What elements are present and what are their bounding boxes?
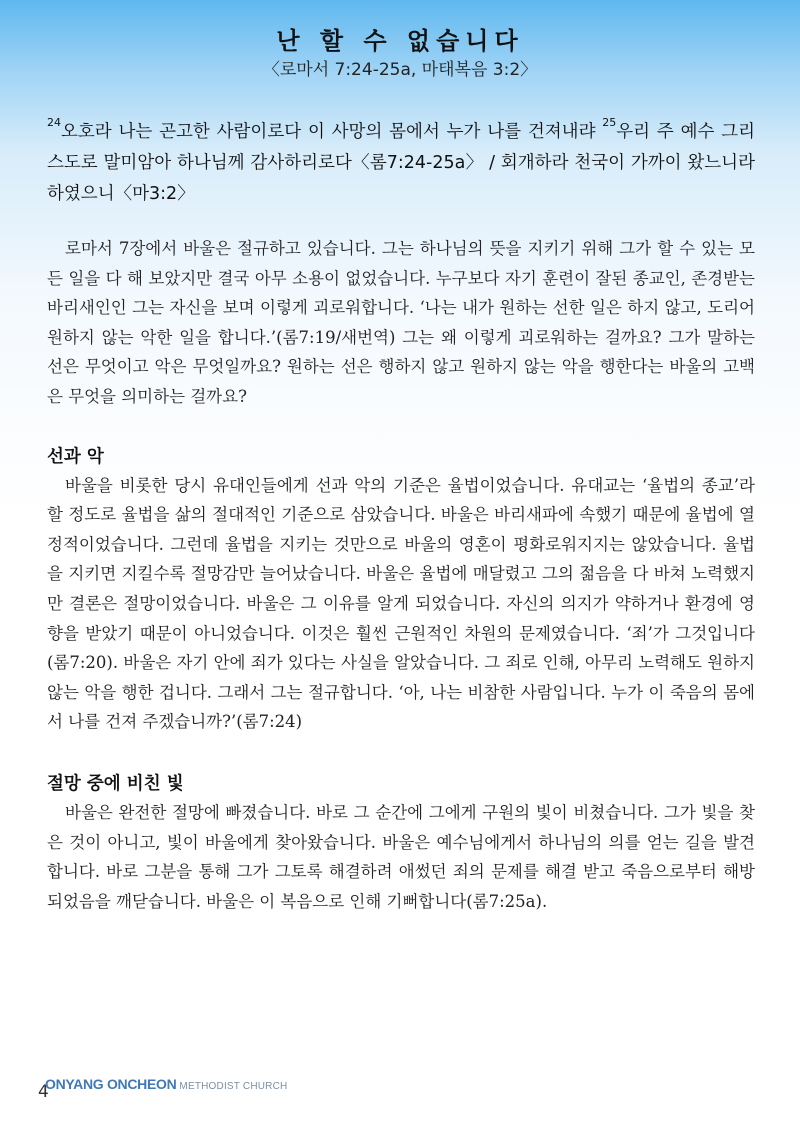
verse-text: 오호라 나는 곤고한 사람이로다 이 사망의 몸에서 누가 나를 건져내랴: [61, 122, 603, 142]
sermon-body: [47, 234, 755, 916]
section-heading: 선과 악: [47, 446, 104, 467]
intro-paragraph: 로마서 7장에서 바울은 절규하고 있습니다. 그는 하나님의 뜻을 지키기 위해 그가 할 수 있는 모든 일을 다 해 보았지만 결국 아무 소용이 없었습니다. 누구보다 자기 훈련이 잘된 종교인, 존경받는 바리새인인 그는 자신을 보며 이렇게 괴로워합니다. ‘나는 내가 원하는 선한 일은 하지 않고, 도리어 원하지 않는 악한 일을 합니다.’(롬7:19/새번역) 그는 왜 이렇게 괴로워하는 걸까요? 그가 말하는 선은 무엇이고 악은 무엇일까요? 원하는 선은 행하지 않고 원하지 않는 악을 행한다는 바울의 고백은 무엇을 의미하는 걸까요?: [47, 239, 755, 406]
section-paragraph: 바울을 비롯한 당시 유대인들에게 선과 악의 기준은 율법이었습니다. 유대교는 ‘율법의 종교’라 할 정도로 율법을 삶의 절대적인 기준으로 삼았습니다. 바울은 바리새파에 속했기 때문에 율법에 열정적이었습니다. 그런데 율법을 지키는 것만으로 바울의 영혼이 평화로워지지는 않았습니다. 율법을 지키면 지킬수록 절망감만 늘어났습니다. 바울은 율법에 매달렸고 그의 젊음을 다 바쳐 노력했지만 결론은 절망이었습니다. 바울은 그 이유를 알게 되었습니다. 자신의 의지가 약하거나 환경에 영향을 받았기 때문이 아니었습니다. 이것은 훨씬 근원적인 차원의 문제였습니다. ‘죄’가 그것입니다(롬7:20). 바울은 자기 안에 죄가 있다는 사실을 알았습니다. 그 죄로 인해, 아무리 노력해도 원하지 않는 악을 행한 겁니다. 그래서 그는 절규합니다. ‘아, 나는 비참한 사람입니다. 누가 이 죽음의 몸에서 나를 건져 주겠습니까?’(롬7:24): [47, 475, 755, 732]
page-number: 4: [38, 1082, 49, 1102]
verse-text: 우리 주 예수 그리스도로 말미암아 하나님께 감사하리로다〈롬7:24-25a〉 / 회개하라 천국이 가까이 왔느니라 하였으니〈마3:2〉: [47, 122, 755, 204]
section-heading: 절망 중에 비친 빛: [47, 773, 184, 794]
church-type: METHODIST CHURCH: [179, 1081, 288, 1092]
footer: [38, 1072, 298, 1104]
page-title: 난 할 수 없습니다: [276, 27, 524, 55]
scripture-reference: 〈로마서 7:24-25a, 마태복음 3:2〉: [262, 60, 538, 80]
church-name: ONYANG ONCHEON: [45, 1076, 177, 1092]
scripture-passage: [47, 117, 755, 210]
verse-number: 25: [602, 116, 617, 129]
church-logo: [45, 1076, 287, 1094]
verse-number: 24: [47, 116, 61, 129]
section-paragraph: 바울은 완전한 절망에 빠졌습니다. 바로 그 순간에 그에게 구원의 빛이 비쳤습니다. 그가 빛을 찾은 것이 아니고, 빛이 바울에게 찾아왔습니다. 바울은 예수님에게서 하나님의 의를 얻는 길을 발견합니다. 바로 그분을 통해 그가 그토록 해결하려 애썼던 죄의 문제를 해결 받고 죽음으로부터 해방되었음을 깨닫습니다. 바울은 이 복음으로 인해 기뻐합니다(롬7:25a).: [47, 802, 755, 911]
header: [0, 26, 800, 82]
